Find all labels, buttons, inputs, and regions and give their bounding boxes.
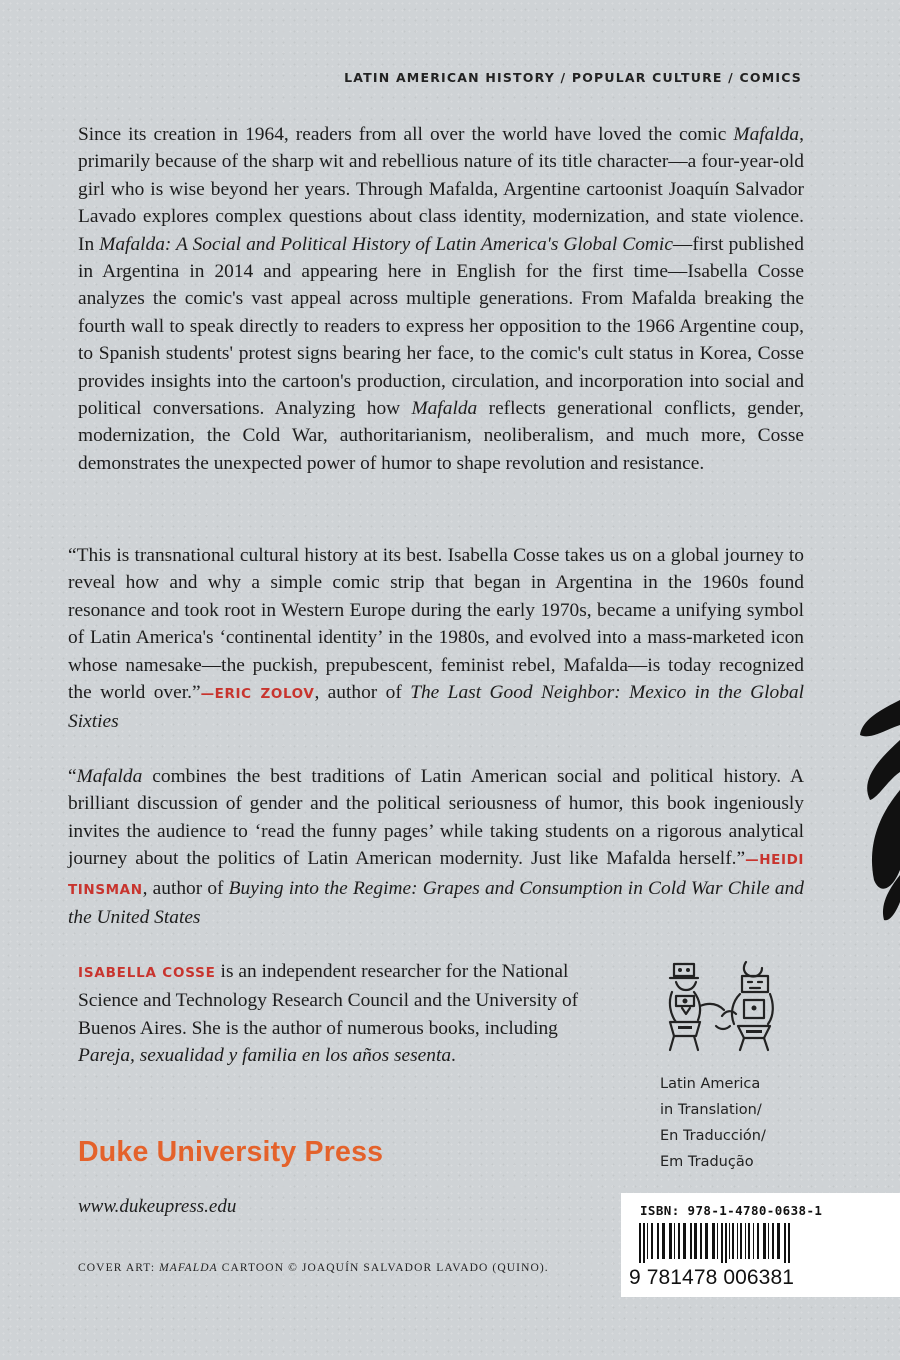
- description-part-4: reflects generational conflicts, gender, modernization, the Cold War, authoritarianism, neoliberalism, and much more, Cosse demonstrates the unexpected power of humor to shape revolution and resistance.: [78, 398, 804, 474]
- barcode-bar: [745, 1223, 746, 1259]
- barcode-bars: [629, 1223, 893, 1263]
- barcode-bar: [694, 1223, 697, 1259]
- barcode-bar: [740, 1223, 742, 1259]
- cover-art-title: MAFALDA: [159, 1262, 218, 1274]
- barcode-bar: [647, 1223, 648, 1259]
- quote-2-text: combines the best traditions of Latin American social and political history. A brilliant discussion of gender and the political seriousness of humor, this book ingeniously invites the audience to ‘read the funny pages’ while taking students on a rigorous analytical journey about the politics of Latin American modernity. Just like Mafalda herself.”: [68, 766, 804, 870]
- description-part-2: , primarily because of the sharp wit and rebellious nature of its title character—a four-year-old girl who is wise beyond her years. Through Mafalda, Argentine cartoonist Joaquín Salvador Lavado explores complex questions about class identity, modernization, and state violence. In: [78, 124, 804, 255]
- barcode-bar: [651, 1223, 653, 1259]
- cover-art-rest: CARTOON © JOAQUÍN SALVADOR LAVADO (QUINO).: [217, 1262, 549, 1274]
- barcode-bar: [729, 1223, 730, 1259]
- quote-2-book-title: Buying into the Regime: Grapes and Consumption in Cold War Chile and the United States: [68, 877, 804, 929]
- series-label: [660, 1071, 766, 1175]
- category-labels: LATIN AMERICAN HISTORY / POPULAR CULTURE / COMICS: [344, 70, 802, 85]
- endorsement-quote-2: [68, 763, 804, 931]
- barcode-bar: [674, 1223, 675, 1259]
- cover-art-credit: [78, 1259, 549, 1275]
- series-line-4: Em Tradução: [660, 1154, 754, 1170]
- barcode-bar: [705, 1223, 708, 1259]
- publisher-name: Duke University Press: [78, 1136, 384, 1168]
- isbn-barcode: [621, 1193, 900, 1297]
- barcode-bar: [784, 1223, 786, 1263]
- isbn-label: ISBN: 978-1-4780-0638-1: [640, 1203, 823, 1218]
- barcode-bar: [639, 1223, 641, 1263]
- barcode-bar: [757, 1223, 759, 1259]
- author-book-title: Pareja, sexualidad y familia en los años sesenta: [78, 1045, 452, 1067]
- series-line-1: Latin America: [660, 1076, 761, 1092]
- quote-2-author-of: , author of: [142, 877, 229, 899]
- author-bio-end: .: [451, 1045, 456, 1067]
- description-italic-1: Mafalda: [733, 124, 800, 145]
- description-italic-2: Mafalda: [411, 398, 478, 420]
- barcode-bar: [772, 1223, 774, 1259]
- author-name: ISABELLA COSSE: [78, 965, 216, 981]
- barcode-bar: [777, 1223, 780, 1259]
- cover-art-label: COVER ART:: [78, 1262, 160, 1274]
- barcode-bar: [748, 1223, 750, 1259]
- barcode-bar: [737, 1223, 738, 1259]
- series-line-2: in Translation/: [660, 1102, 762, 1118]
- quote-1-book-title: The Last Good Neighbor: Mexico in the Global Sixties: [68, 682, 804, 733]
- barcode-bar: [657, 1223, 659, 1259]
- description-part-3: —first published in Argentina in 2014 and appearing here in English for the first time—Isabella Cosse analyzes the comic's vast appeal across multiple generations. From Mafalda breaking the fourth wall to speak directly to readers to express her opposition to the 1966 Argentine coup, to Spanish students' protest signs bearing her face, to the comic's cult status in Korea, Cosse provides insights into the cartoon's production, circulation, and incorporation into social and political conversations. Analyzing how: [78, 233, 804, 420]
- quote-2-title: Mafalda: [76, 766, 143, 787]
- quote-2-attribution: —HEIDI TINSMAN: [68, 852, 804, 898]
- author-bio-text: is an independent researcher for the National Science and Technology Research Council and the University of Buenos Aires. She is the author of numerous books, including: [78, 961, 579, 1039]
- barcode-bar: [725, 1223, 727, 1263]
- publisher-website[interactable]: www.dukeupress.edu: [78, 1196, 237, 1217]
- description-italic-title: Mafalda: A Social and Political History of Latin America's Global Comic: [99, 233, 673, 255]
- quote-2-open: “: [68, 766, 77, 787]
- description-part-1: Since its creation in 1964, readers from all over the world have loved the comic: [78, 124, 734, 145]
- barcode-bar: [643, 1223, 645, 1263]
- endorsement-quote-1: [68, 542, 804, 736]
- barcode-bar: [683, 1223, 686, 1259]
- barcode-bar: [753, 1223, 754, 1259]
- barcode-bar: [788, 1223, 790, 1263]
- barcode-bar: [763, 1223, 766, 1259]
- barcode-bar: [721, 1223, 723, 1263]
- barcode-bar: [662, 1223, 665, 1259]
- barcode-bar: [717, 1223, 718, 1259]
- quote-1-text: “This is transnational cultural history at its best. Isabella Cosse takes us on a global journey to reveal how and why a simple comic strip that began in Argentina in the 1960s found resonance and took root in Western Europe during the early 1970s, became a unifying symbol of Latin America's ‘continental identity’ in the 1980s, and evolved into a mass-marketed icon whose namesake—the puckish, prepubescent, feminist rebel, Mafalda—is today recognized the world over.”: [68, 545, 804, 704]
- barcode-bar: [700, 1223, 702, 1259]
- quote-1-attribution: —ERIC ZOLOV: [200, 686, 315, 703]
- quote-1-author-of: , author of: [314, 682, 411, 704]
- barcode-bar: [732, 1223, 734, 1259]
- barcode-bar: [690, 1223, 692, 1259]
- barcode-bar: [669, 1223, 672, 1259]
- barcode-digits: 9 781478 006381: [629, 1266, 794, 1289]
- series-logo-glyph-icon: [660, 956, 778, 1056]
- barcode-bar: [768, 1223, 769, 1259]
- author-bio: [78, 958, 611, 1070]
- series-line-3: En Traducción/: [660, 1128, 766, 1144]
- barcode-bar: [712, 1223, 715, 1259]
- book-description: [78, 121, 804, 477]
- barcode-bar: [678, 1223, 680, 1259]
- brush-stroke-decoration: [840, 680, 900, 940]
